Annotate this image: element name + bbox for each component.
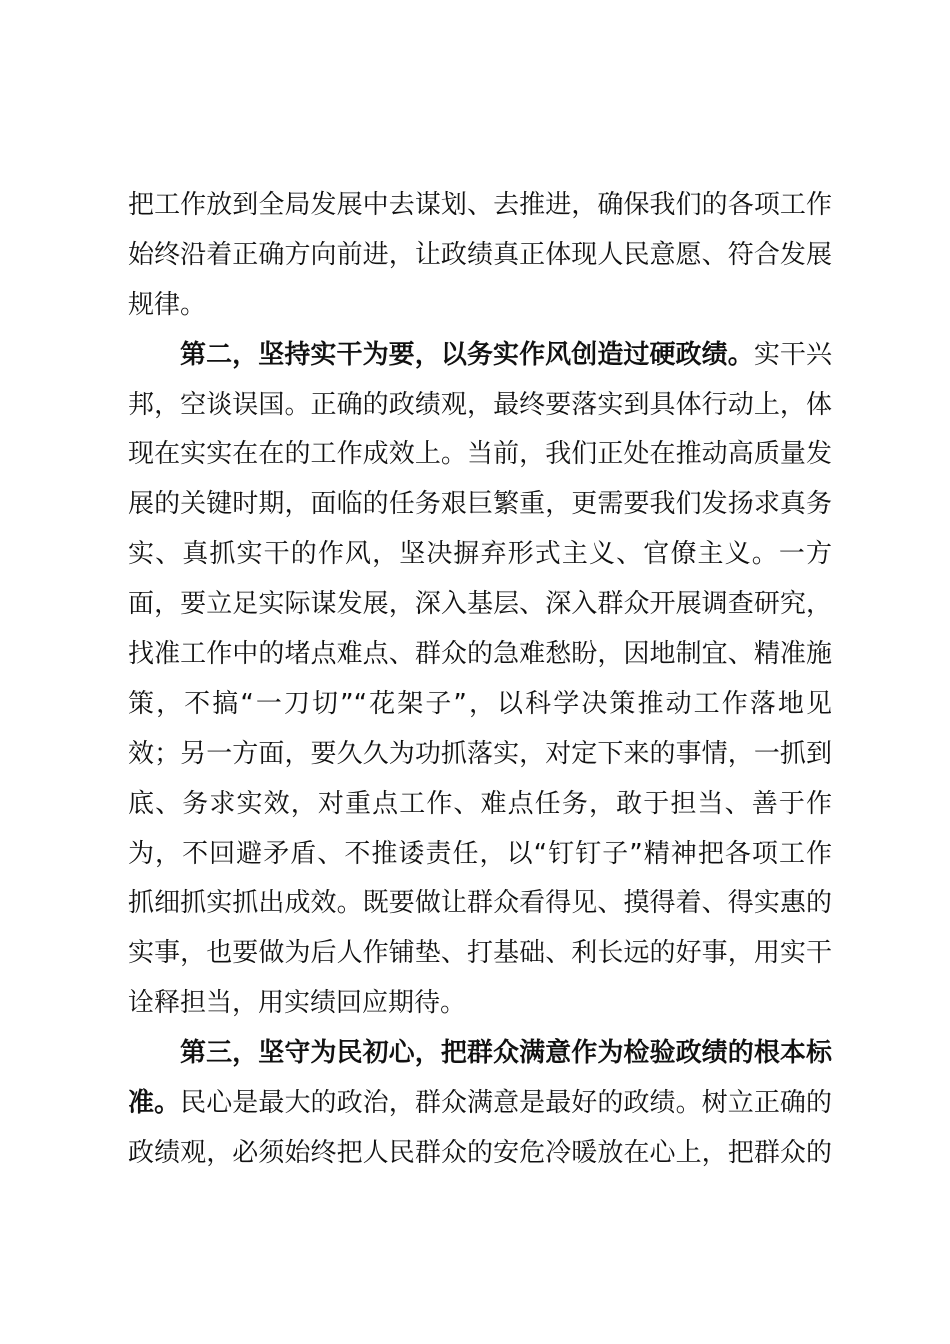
paragraph-1-line-3: 规律。 [128, 289, 207, 320]
paragraph-2-heading: 第二，坚持实干为要，以务实作风创造过硬政绩。 [180, 339, 754, 370]
paragraph-2-line-13: 实事，也要做为后人作铺垫、打基础、利长远的好事，用实干 [128, 938, 832, 969]
paragraph-2-line-12: 抓细抓实抓出成效。既要做让群众看得见、摸得着、得实惠的 [128, 888, 832, 919]
paragraph-2-line-9: 效；另一方面，要久久为功抓落实，对定下来的事情，一抓到 [128, 738, 832, 769]
paragraph-1-line-2: 始终沿着正确方向前进，让政绩真正体现人民意愿、符合发展 [128, 239, 832, 270]
paragraph-2-line-8: 策，不搞“一刀切”“花架子”，以科学决策推动工作落地见 [128, 688, 832, 719]
paragraph-2-line-4: 展的关键时期，面临的任务艰巨繁重，更需要我们发扬求真务 [128, 489, 832, 520]
paragraph-2-line-11: 为，不回避矛盾、不推诿责任，以“钉钉子”精神把各项工作 [128, 838, 832, 869]
document-body [128, 181, 832, 1179]
paragraph-2-line-10: 底、务求实效，对重点工作、难点任务，敢于担当、善于作 [128, 788, 832, 819]
paragraph-2-line-7: 找准工作中的堵点难点、群众的急难愁盼，因地制宜、精准施 [128, 639, 832, 670]
paragraph-3-line-3: 政绩观，必须始终把人民群众的安危冷暖放在心上，把群众的 [128, 1137, 832, 1168]
paragraph-2-line-5: 实、真抓实干的作风，坚决摒弃形式主义、官僚主义。一方 [128, 539, 832, 570]
paragraph-2-line-6: 面，要立足实际谋发展，深入基层、深入群众开展调查研究， [128, 589, 832, 620]
paragraph-2-line-1 [128, 331, 832, 381]
paragraph-2-line-3: 现在实实在在的工作成效上。当前，我们正处在推动高质量发 [128, 439, 832, 470]
paragraph-3-heading-line-1: 第三，坚守为民初心，把群众满意作为检验政绩的根本标 [180, 1038, 832, 1069]
paragraph-2-line-1-rest: 实干兴 [753, 339, 832, 370]
paragraph-3-line-2-rest: 民心是最大的政治，群众满意是最好的政绩。树立正确的 [180, 1088, 832, 1119]
paragraph-2-line-2: 邦，空谈误国。正确的政绩观，最终要落实到具体行动上，体 [128, 389, 832, 420]
paragraph-1-line-1: 把工作放到全局发展中去谋划、去推进，确保我们的各项工作 [128, 190, 832, 220]
paragraph-3-heading-end: 准。 [128, 1088, 181, 1119]
paragraph-2-line-14: 诠释担当，用实绩回应期待。 [128, 988, 467, 1019]
paragraph-3-line-2 [128, 1079, 832, 1129]
